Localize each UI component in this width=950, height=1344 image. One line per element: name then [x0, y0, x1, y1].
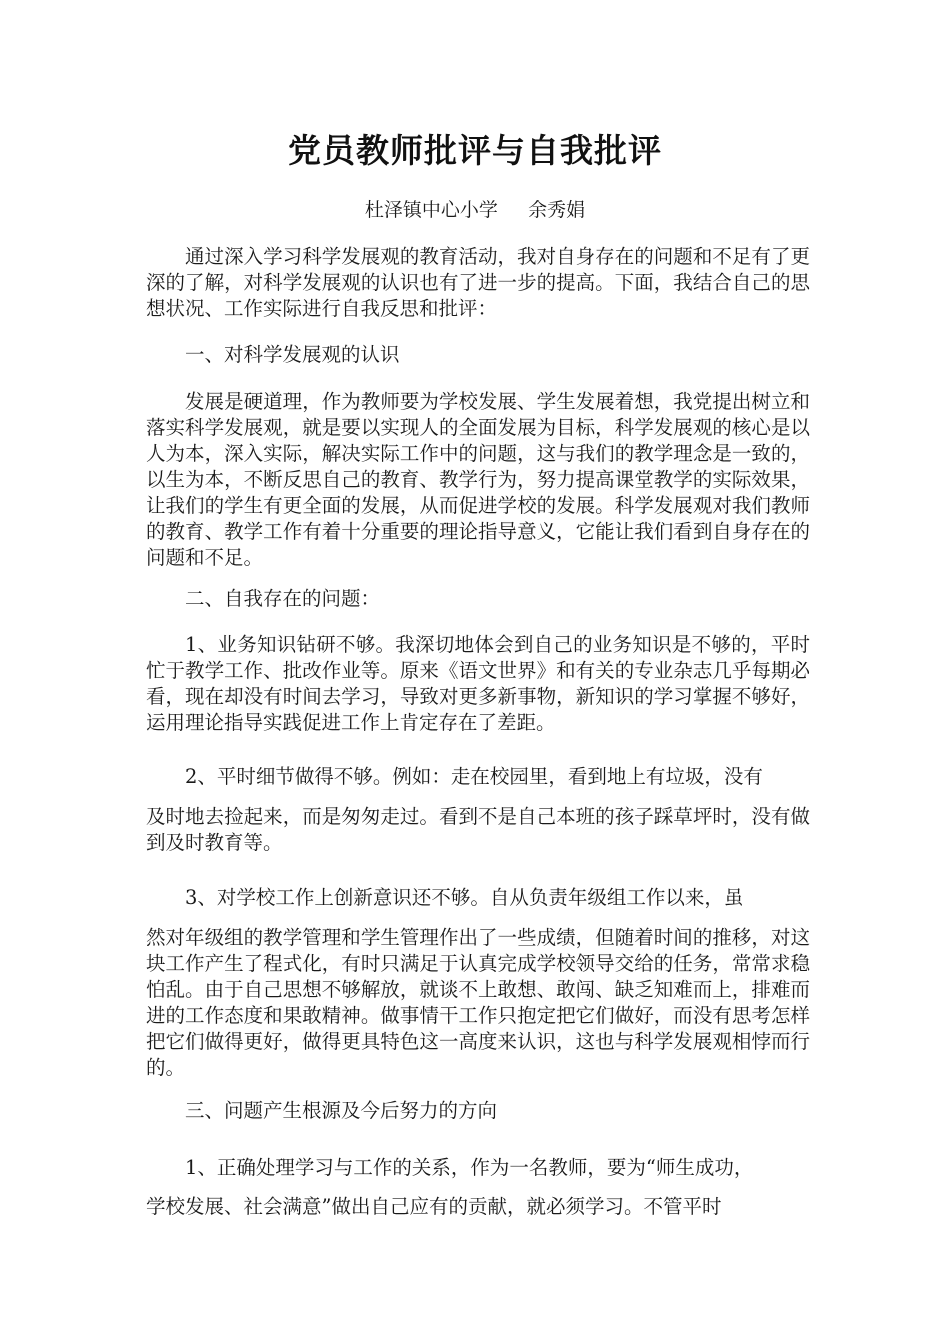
- section-1-paragraph: 发展是硬道理，作为教师要为学校发展、学生发展着想，我党提出树立和落实科学发展观，就是要以实现人的全面发展为目标，科学发展观的核心是以人为本，深入实际，解决实际工作中的问题，这与我们的教学理念是一致的，以生为本，不断反思自己的教育、教学行为，努力提高课堂教学的实际效果，让我们的学生有更全面的发展，从而促进学校的发展。科学发展观对我们教师的教育、教学工作有着十分重要的理论指导意义，它能让我们看到自身存在的问题和不足。: [146, 390, 810, 569]
- section-1-heading: 一、对科学发展观的认识: [185, 343, 400, 366]
- section-2-heading: 二、自我存在的问题：: [185, 587, 381, 610]
- intro-paragraph: 通过深入学习科学发展观的教育活动，我对自身存在的问题和不足有了更深的了解，对科学发展观的认识也有了进一步的提高。下面，我结合自己的思想状况、工作实际进行自我反思和批评：: [146, 245, 810, 320]
- direction-item-1-line-1: 1、正确处理学习与工作的关系，作为一名教师，要为“师生成功，: [185, 1156, 754, 1179]
- problem-item-2-body: 及时地去捡起来，而是匆匆走过。看到不是自己本班的孩子踩草坪时，没有做到及时教育等。: [146, 805, 810, 854]
- author-byline: 杜泽镇中心小学 余秀娟: [364, 199, 586, 221]
- problem-item-3-line-1: 3、对学校工作上创新意识还不够。自从负责年级组工作以来，虽: [185, 886, 744, 909]
- problem-item-2-line-1: 2、平时细节做得不够。例如：走在校园里，看到地上有垃圾，没有: [185, 765, 763, 788]
- problem-item-3-body: 然对年级组的教学管理和学生管理作出了一些成绩，但随着时间的推移，对这块工作产生了程式化，有时只满足于认真完成学校领导交给的任务，常常求稳怕乱。由于自己思想不够解放，就谈不上敢想、敢闯、缺乏知难而上，排难而进的工作态度和果敢精神。做事情干工作只抱定把它们做好，而没有思考怎样把它们做得更好，做得更具特色这一高度来认识，这也与科学发展观相悖而行的。: [146, 926, 810, 1079]
- problem-item-1: 1、业务知识钻研不够。我深切地体会到自己的业务知识是不够的，平时忙于教学工作、批改作业等。原来《语文世界》和有关的专业杂志几乎每期必看，现在却没有时间去学习，导致对更多新事物，新知识的学习掌握不够好，运用理论指导实践促进工作上肯定存在了差距。: [146, 633, 810, 734]
- section-3-heading: 三、问题产生根源及今后努力的方向: [185, 1099, 498, 1122]
- direction-item-1-line-2: 学校发展、社会满意”做出自己应有的贡献，就必须学习。不管平时: [146, 1195, 722, 1218]
- document-title: 党员教师批评与自我批评: [288, 131, 662, 170]
